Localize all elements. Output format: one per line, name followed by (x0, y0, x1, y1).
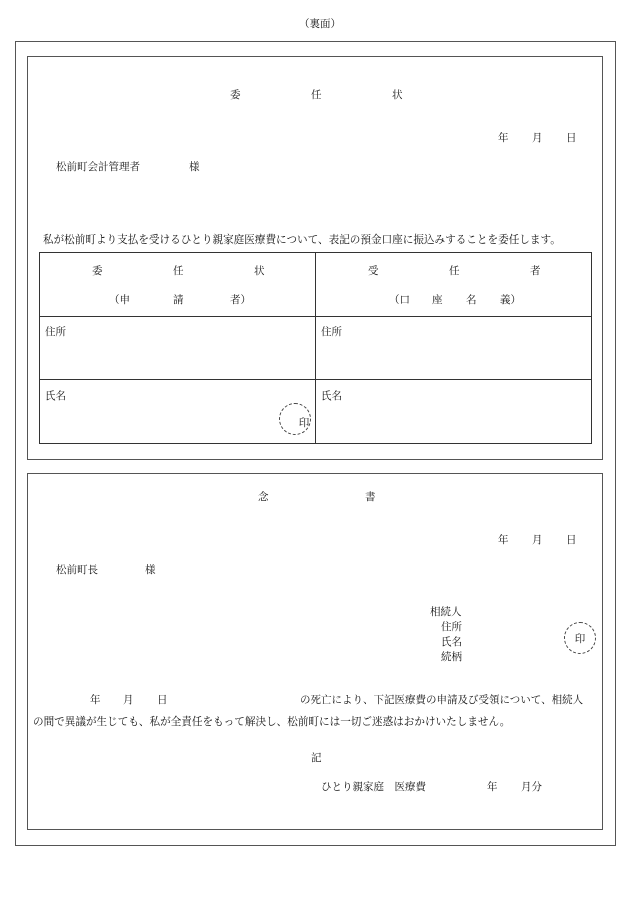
pledge-date-day: 日 (566, 534, 577, 546)
body-date-month: 月 (123, 694, 134, 706)
left-subheader-1: （申 (109, 294, 130, 306)
pledge-addressee: 松前町長 (56, 564, 98, 576)
delegation-statement: 私が松前町より支払を受けるひとり親家庭医療費について、表記の預金口座に振込みすることを委任します。 (43, 234, 561, 246)
page-label: （裏面） (299, 18, 341, 30)
left-header-char-2: 任 (173, 265, 184, 277)
pledge-honorific: 様 (145, 564, 156, 576)
pledge-body-line2: の間で異議が生じても、私が全責任をもって解決し、松前町には一切ご迷惑はおかけいたしません。 (33, 716, 511, 728)
pledge-date-month: 月 (532, 534, 543, 546)
right-subheader-1: （口 (389, 294, 410, 306)
right-address-label: 住所 (321, 326, 342, 338)
left-name-label: 氏名 (45, 390, 66, 402)
body-date-year: 年 (90, 694, 101, 706)
right-header-char-3: 者 (530, 265, 541, 277)
item-month: 月分 (521, 781, 542, 793)
delegation-date-month: 月 (532, 132, 543, 144)
delegation-addressee: 松前町会計管理者 (56, 161, 140, 173)
right-subheader-3: 名 (466, 294, 477, 306)
delegation-seal-circle (279, 403, 311, 435)
delegation-date-year: 年 (498, 132, 509, 144)
delegation-title-2: 任 (311, 89, 322, 101)
left-header-char-3: 状 (254, 265, 265, 277)
right-name-label: 氏名 (321, 390, 342, 402)
table-divider-vertical (315, 252, 316, 444)
pledge-section (27, 473, 603, 830)
heir-relation-label: 続柄 (441, 651, 462, 663)
left-subheader-3: 者） (230, 294, 251, 306)
pledge-seal-text: 印 (574, 632, 586, 645)
table-divider-header (39, 316, 592, 317)
heir-name-label: 氏名 (441, 636, 462, 648)
heir-label: 相続人 (430, 606, 462, 618)
left-subheader-2: 請 (173, 294, 184, 306)
delegation-title-1: 委 (230, 89, 241, 101)
right-subheader-4: 義） (500, 294, 521, 306)
pledge-body-line1: の死亡により、下記医療費の申請及び受領について、相続人 (300, 694, 584, 706)
item-year: 年 (487, 781, 498, 793)
delegation-title-3: 状 (392, 89, 403, 101)
heir-address-label: 住所 (441, 621, 462, 633)
table-divider-row (39, 379, 592, 380)
right-header-char-1: 受 (368, 265, 379, 277)
body-date-day: 日 (157, 694, 168, 706)
pledge-title-2: 書 (365, 491, 376, 503)
right-subheader-2: 座 (432, 294, 443, 306)
pledge-title-1: 念 (258, 491, 269, 503)
delegation-honorific: 様 (189, 161, 200, 173)
pledge-seal-circle (564, 622, 596, 654)
note-heading: 記 (311, 752, 322, 764)
pledge-date-year: 年 (498, 534, 509, 546)
delegation-date-day: 日 (566, 132, 577, 144)
item-label: ひとり親家庭 医療費 (321, 781, 426, 793)
delegation-seal-text: 印 (298, 416, 310, 429)
right-header-char-2: 任 (449, 265, 460, 277)
left-header-char-1: 委 (92, 265, 103, 277)
left-address-label: 住所 (45, 326, 66, 338)
